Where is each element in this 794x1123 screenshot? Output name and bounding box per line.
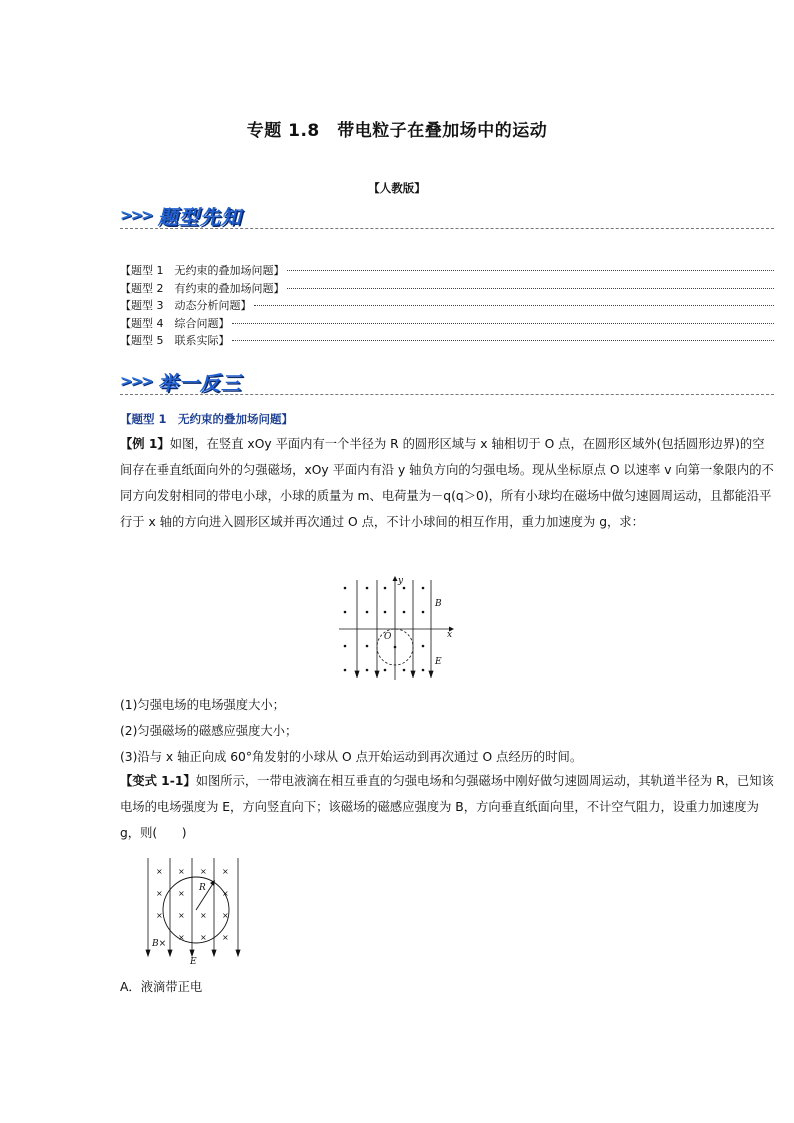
svg-text:×: × — [178, 889, 185, 898]
section-heading: 【题型 1 无约束的叠加场问题】 — [120, 412, 294, 426]
field-label-e: E — [435, 657, 442, 667]
toc-item[interactable]: 【题型 5 联系实际】 — [120, 332, 774, 350]
svg-text:×: × — [156, 911, 163, 920]
example-tag: 【例 1】 — [120, 437, 170, 451]
divider — [120, 394, 774, 395]
page-title: 专题 1.8 带电粒子在叠加场中的运动 — [246, 121, 548, 141]
edition-label: 【人教版】 — [368, 181, 426, 195]
svg-text:×: × — [222, 911, 229, 920]
banner-overview — [120, 200, 242, 230]
radius-label: R — [199, 883, 206, 893]
variant-1-1-text: 【变式 1-1】如图所示，一带电液滴在相互垂直的匀强电场和匀强磁场中刚好做匀速圆周运动，其轨道半径为 R，已知该电场的电场强度为 E，方向竖直向下；该磁场的磁感应强度为 B，方向垂直纸面向里，不计空气阻力，设重力加速度为 g，则( ) — [120, 774, 774, 840]
banner-overview-text: 题型先知 — [157, 204, 242, 229]
toc-item[interactable]: 【题型 4 综合问题】 — [120, 315, 774, 333]
svg-text:×: × — [200, 867, 207, 876]
svg-text:×: × — [178, 911, 185, 920]
question-2: (2)匀强磁场的磁感应强度大小； — [120, 724, 298, 738]
chevron-icon: >>> — [120, 206, 152, 224]
svg-text:×: × — [200, 933, 207, 942]
svg-text:×: × — [156, 889, 163, 898]
svg-text:×: × — [178, 867, 185, 876]
svg-text:×: × — [200, 911, 207, 920]
toc-item[interactable]: 【题型 1 无约束的叠加场问题】 — [120, 262, 774, 280]
banner-examples-text: 举一反三 — [157, 370, 242, 395]
toc-item[interactable]: 【题型 3 动态分析问题】 — [120, 297, 774, 315]
field-label-b: B — [435, 599, 442, 609]
question-3: (3)沿与 x 轴正向成 60°角发射的小球从 O 点开始运动到再次通过 O 点经历的时间。 — [120, 750, 583, 764]
svg-text:×: × — [178, 933, 185, 942]
option-a[interactable]: A．液滴带正电 — [120, 980, 203, 994]
question-1: (1)匀强电场的电场强度大小； — [120, 698, 285, 712]
axis-label-x: x — [447, 630, 453, 640]
chevron-icon: >>> — [120, 372, 152, 390]
svg-text:×: × — [222, 867, 229, 876]
toc-item[interactable]: 【题型 2 有约束的叠加场问题】 — [120, 280, 774, 298]
banner-examples — [120, 366, 242, 396]
example-1-text: 【例 1】如图，在竖直 xOy 平面内有一个半径为 R 的圆形区域与 x 轴相切于 O 点，在圆形区域外(包括圆形边界)的空间存在垂直纸面向外的匀强磁场，xOy 平面内有沿 y 轴负方向的匀强电场。现从坐标原点 O 以速率 v 向第一象限内的不同方向发射相同的带电小球，小球的质量为 m、电荷量为－q(q＞0)，所有小球均在磁场中做匀速圆周运动，且都能沿平行于 x 轴的方向进入圆形区域并再次通过 O 点，不计小球间的相互作用，重力加速度为 g，求： — [120, 437, 774, 529]
field-label-e: E — [190, 957, 197, 966]
field-label-b: B× — [152, 939, 167, 949]
svg-text:×: × — [222, 933, 229, 942]
figure-field-diagram — [337, 574, 457, 684]
svg-text:×: × — [156, 867, 163, 876]
figure-droplet-diagram — [142, 856, 252, 966]
table-of-contents — [120, 262, 774, 350]
variant-tag: 【变式 1-1】 — [120, 774, 196, 788]
svg-text:×: × — [222, 889, 229, 898]
axis-label-y: y — [398, 576, 404, 586]
origin-label: O — [384, 632, 392, 642]
divider — [120, 228, 774, 229]
